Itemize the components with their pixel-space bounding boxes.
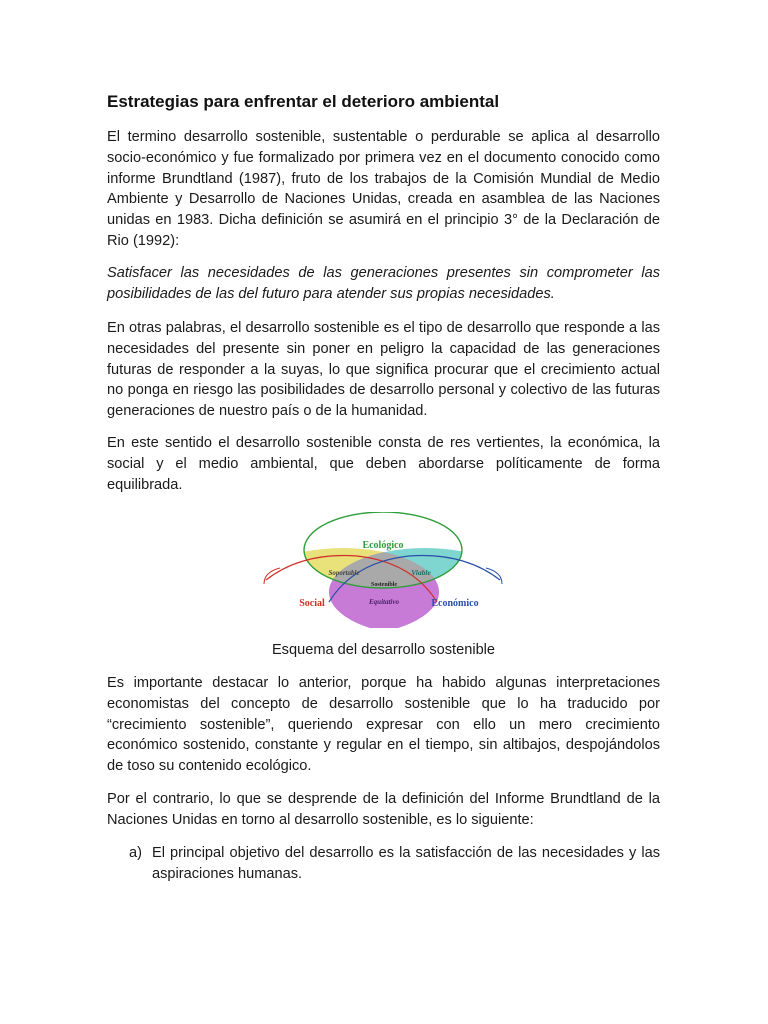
list-item-text: El principal objetivo del desarrollo es la satisfacción de las necesidades y las aspiraciones humanas. <box>152 845 660 882</box>
diagram-caption: Esquema del desarrollo sostenible <box>271 642 496 658</box>
economico-label: Económico <box>431 598 479 609</box>
venn-svg <box>262 512 504 628</box>
sostenible-label: Sostenible <box>370 582 398 588</box>
paragraph-definition-quote: Satisfacer las necesidades de las generaciones presentes sin comprometer las posibilidades de las del futuro para atender sus propias necesidades. <box>107 265 660 302</box>
ecologico-label: Ecológico <box>362 540 404 551</box>
document-title: Estrategias para enfrentar el deterioro ambiental <box>107 92 500 111</box>
list-marker: a) <box>129 845 142 861</box>
paragraph-explanation: En otras palabras, el desarrollo sostenible es el tipo de desarrollo que responde a las necesidades del presente sin poner en peligro la capacidad de las generaciones futuras de responder a la suyas, lo que significa procurar que el crecimiento actual no ponga en riesgo las posibilidades de desarrollo personal y colectivo de las futuras generaciones de nuestro país o de la humanidad. <box>107 320 660 420</box>
soportable-label: Soportable <box>328 569 360 577</box>
equitativo-label: Equitativo <box>369 598 399 606</box>
social-label: Social <box>299 598 325 609</box>
paragraph-three-aspects: En este sentido el desarrollo sostenible consta de res vertientes, la económica, la social y el medio ambiental, que deben abordarse políticamente de forma equilibrada. <box>107 435 660 493</box>
viable-label: Viable <box>411 568 431 577</box>
paragraph-brundtland: Por el contrario, lo que se desprende de la definición del Informe Brundtland de la Naciones Unidas en torno al desarrollo sostenible, es lo siguiente: <box>107 791 660 828</box>
paragraph-intro: El termino desarrollo sostenible, sustentable o perdurable se aplica al desarrollo socio-económico y fue formalizado por primera vez en el documento conocido como informe Brundtland (1987), fruto de los trabajos de la Comisión Mundial de Medio Ambiente y Desarrollo de Naciones Unidas, creada en asamblea de las Naciones unidas en 1983. Dicha definición se asumirá en el principio 3° de la Declaración de Rio (1992): <box>107 129 660 249</box>
paragraph-interpretations: Es importante destacar lo anterior, porque ha habido algunas interpretaciones economistas del concepto de desarrollo sostenible que lo ha traducido por “crecimiento sostenible”, queriendo expresar con ello un mero crecimiento económico sostenido, constante y regular en el tiempo, sin altibajos, despojándolos de toso su contenido ecológico. <box>107 675 660 775</box>
sustainability-venn-diagram <box>262 512 504 628</box>
list-item <box>129 843 660 885</box>
